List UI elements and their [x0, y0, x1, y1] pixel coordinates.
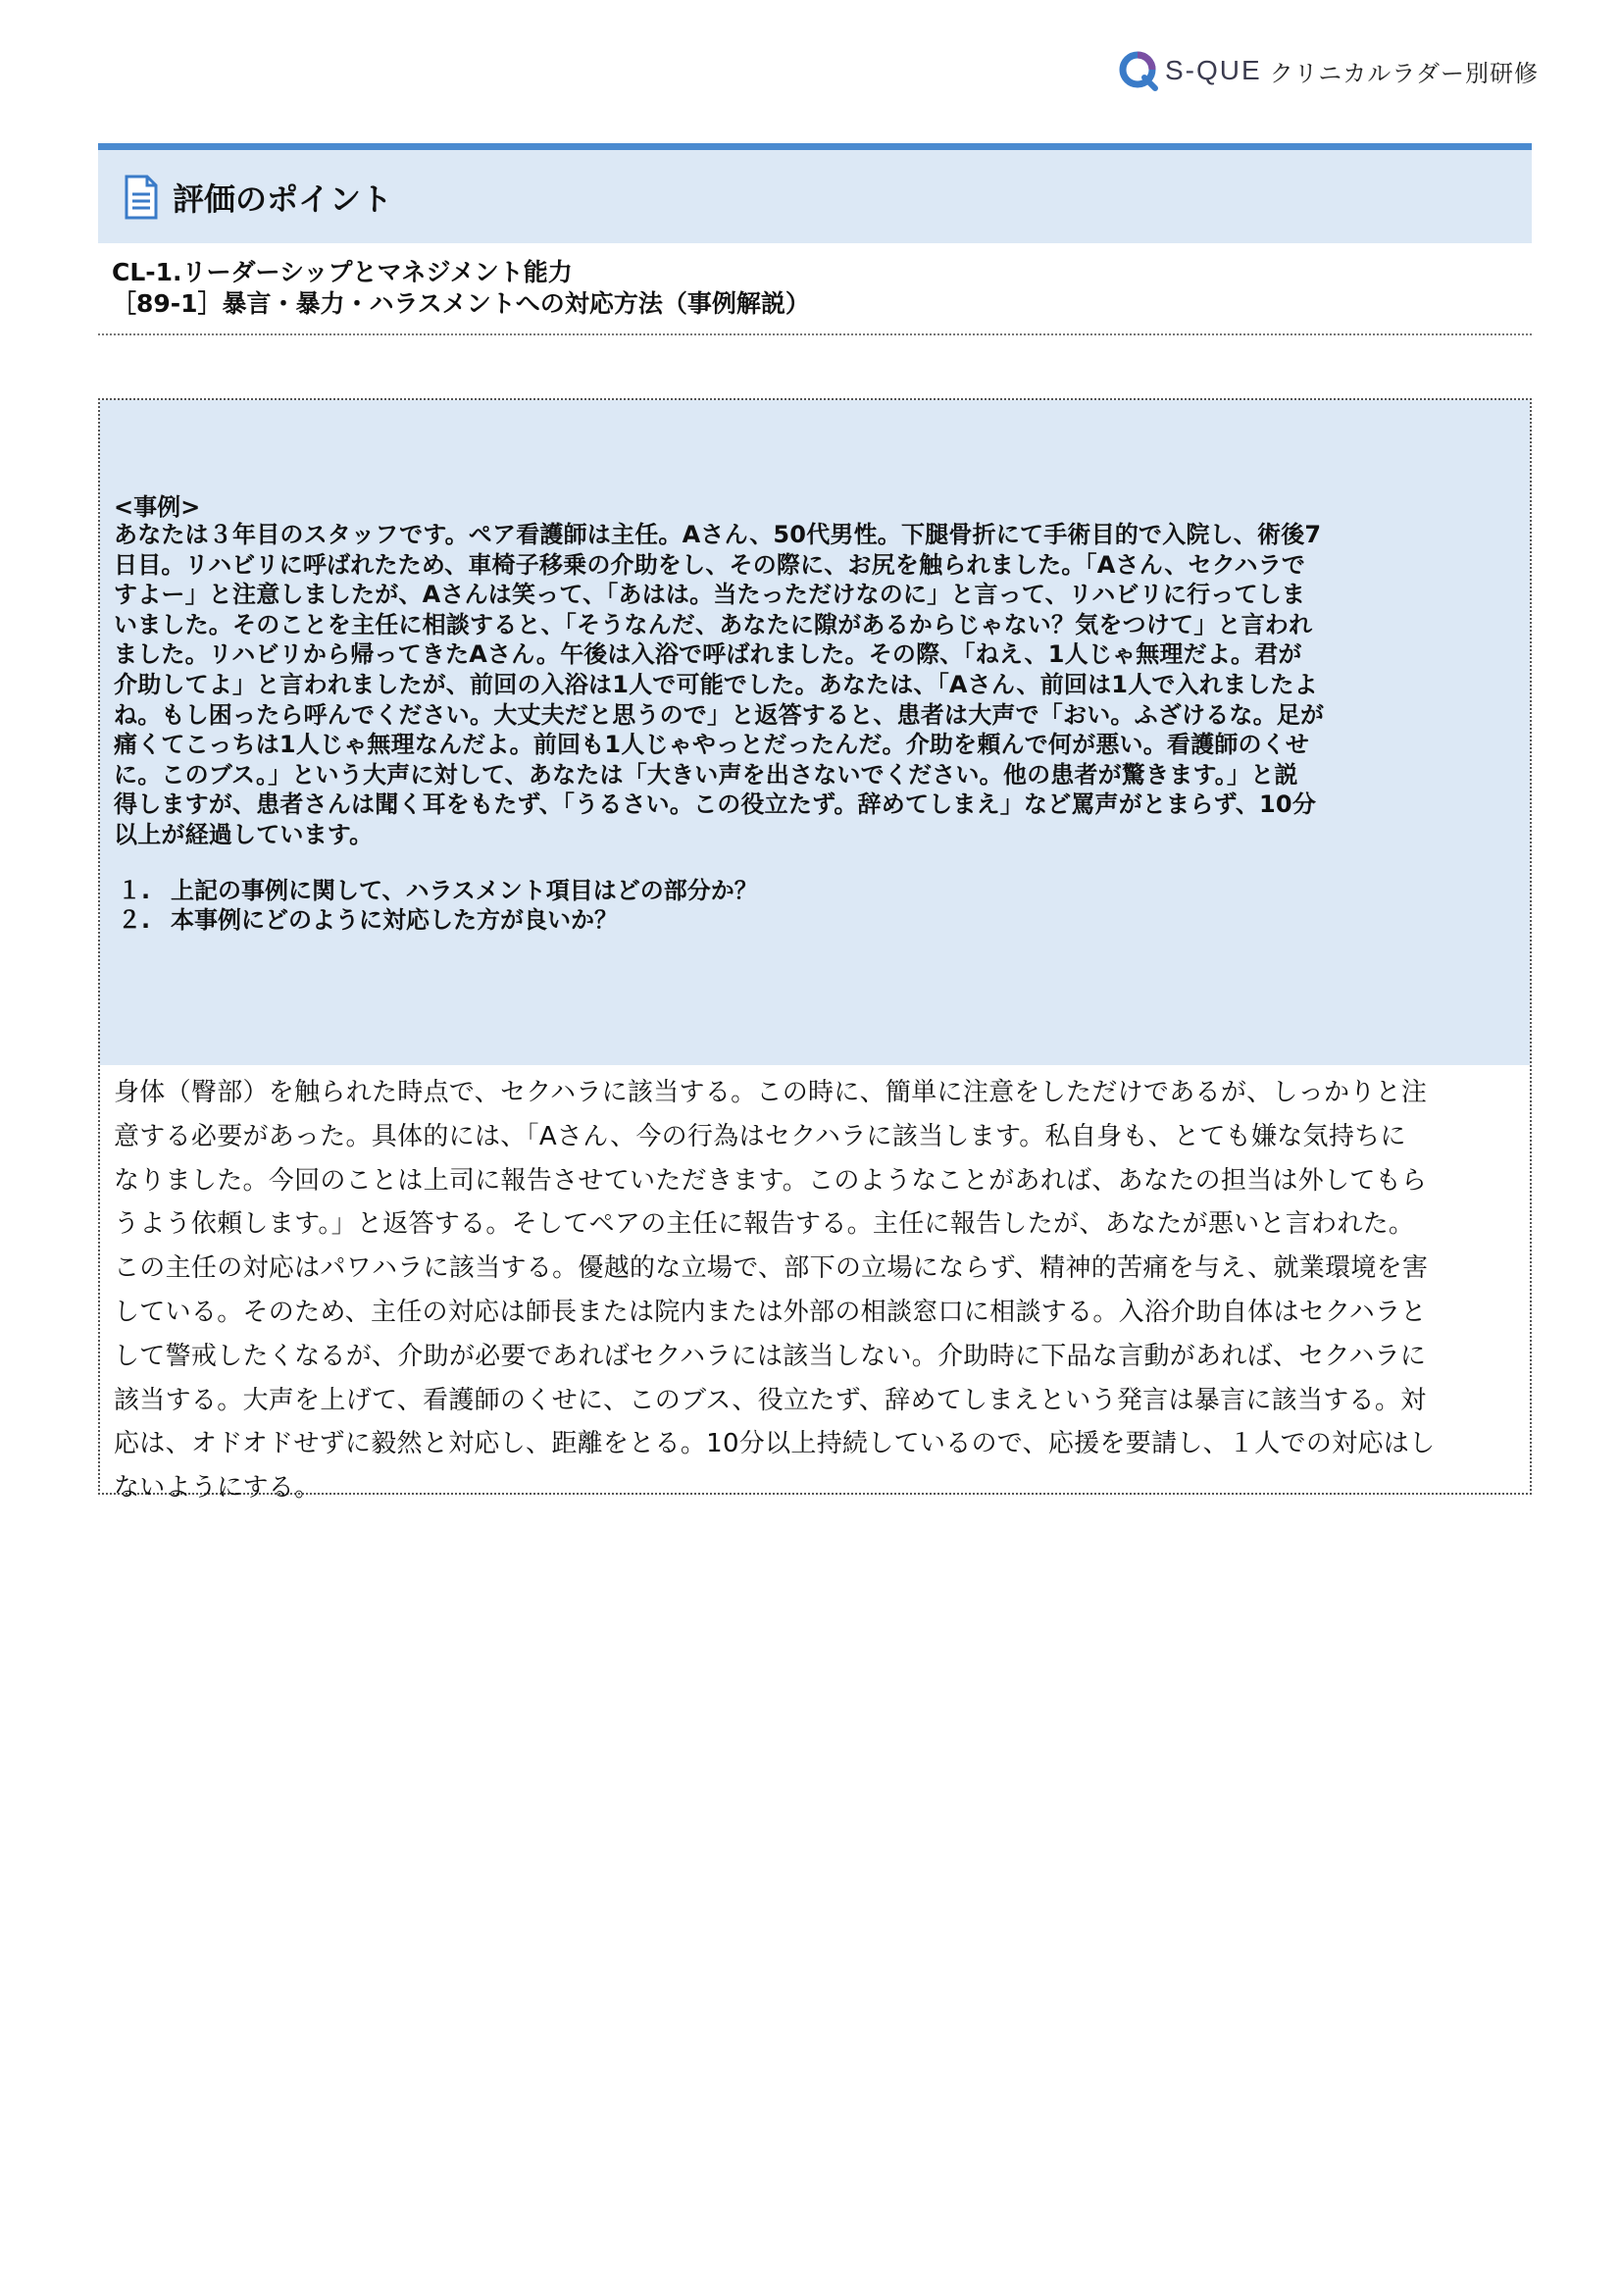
question-text: 本事例にどのように対応した方が良いか？	[171, 905, 618, 934]
answer-line: している。そのため、主任の対応は師長または院内または外部の相談窓口に相談する。入浴介助自体はセクハラと	[114, 1297, 1427, 1327]
answer-line: この主任の対応はパワハラに該当する。優越的な立場で、部下の立場にならず、精神的苦痛を与え、就業環境を害	[114, 1253, 1429, 1284]
case-line: 介助してよ」と言われましたが、前回の入浴は1人で可能でした。あなたは、「Aさん、前回は1人で入れましたよ	[114, 670, 1318, 698]
case-line: あなたは３年目のスタッフです。ペア看護師は主任。Aさん、50代男性。下腿骨折にて手術目的で入院し、術後7	[114, 521, 1322, 548]
case-line: 日目。リハビリに呼ばれたため、車椅子移乗の介助をし、その際に、お尻を触られました。「Aさん、セクハラで	[114, 550, 1306, 579]
case-line: 痛くてこっちは1人じゃ無理なんだよ。前回も1人じゃやっとだったんだ。介助を頼んで何が悪い。看護師のくせ	[114, 731, 1310, 759]
document-icon	[124, 175, 159, 220]
answer-section	[100, 1065, 1530, 1510]
question-number: ２.	[118, 905, 151, 934]
question-text: 上記の事例に関して、ハラスメント項目はどの部分か？	[171, 876, 758, 904]
logo-subtitle: クリニカルラダー別研修	[1269, 59, 1539, 87]
case-section	[100, 400, 1530, 1065]
answer-line: 応は、オドオドせずに毅然と対応し、距離をとる。10分以上持続しているので、応援を要請し、１人での対応はし	[114, 1429, 1436, 1459]
case-line: すよー」と注意しましたが、Aさんは笑って、「あはは。当たっただけなのに」と言って、リハビリに行ってしま	[114, 581, 1306, 609]
case-line: ました。リハビリから帰ってきたAさん。午後は入浴で呼ばれました。その際、「ねえ、1人じゃ無理だよ。君が	[114, 640, 1302, 669]
course-name: CL-1.リーダーシップとマネジメント能力	[112, 258, 573, 286]
course-topic: ［89-1］暴言・暴力・ハラスメントへの対応方法（事例解説）	[112, 289, 810, 318]
question-item	[118, 905, 1514, 935]
question-item	[118, 876, 1514, 905]
brand-logo	[1118, 49, 1539, 92]
section-header	[98, 143, 1532, 243]
answer-line: うよう依頼します。」と返答する。そしてペアの主任に報告する。主任に報告したが、あなたが悪いと言われた。	[114, 1209, 1415, 1240]
case-heading: <事例>	[114, 493, 201, 521]
answer-line: なりました。今回のことは上司に報告させていただきます。このようなことがあれば、あなたの担当は外してもら	[114, 1165, 1428, 1196]
case-line: ね。もし困ったら呼んでください。大丈夫だと思うので」と返答すると、患者は大声で「おい。ふざけるな。足が	[114, 700, 1325, 729]
case-line: 以上が経過しています。	[114, 820, 374, 848]
question-list	[114, 876, 1514, 935]
page-title: 評価のポイント	[173, 179, 393, 218]
answer-line: 該当する。大声を上げて、看護師のくせに、このブス、役立たず、辞めてしまえという発言は暴言に該当する。対	[114, 1385, 1427, 1415]
answer-line: ないようにする。	[114, 1473, 321, 1504]
case-line: いました。そのことを主任に相談すると、「そうなんだ、あなたに隙があるからじゃない？気をつけて」と言われ	[114, 610, 1313, 638]
divider	[98, 333, 1532, 335]
case-line: に。このブス。」という大声に対して、あなたは「大きい声を出さないでください。他の患者が驚きます。」と説	[114, 760, 1298, 789]
case-line: 得しますが、患者さんは聞く耳をもたず、「うるさい。この役立たず。辞めてしまえ」など罵声がとまらず、10分	[114, 791, 1317, 819]
case-box	[98, 398, 1532, 1504]
answer-line: 身体（臀部）を触られた時点で、セクハラに該当する。この時に、簡単に注意をしただけであるが、しっかりと注	[114, 1078, 1428, 1107]
logo-brand: S-QUE	[1165, 55, 1262, 85]
case-description	[114, 520, 1514, 850]
course-info	[112, 257, 1524, 320]
question-number: １.	[118, 876, 151, 904]
sque-logo-icon	[1118, 49, 1161, 92]
answer-line: して警戒したくなるが、介助が必要であればセクハラには該当しない。介助時に下品な言動があれば、セクハラに	[114, 1341, 1427, 1371]
answer-line: 意する必要があった。具体的には、「Aさん、今の行為はセクハラに該当します。私自身も、とても嫌な気持ちに	[114, 1121, 1406, 1151]
